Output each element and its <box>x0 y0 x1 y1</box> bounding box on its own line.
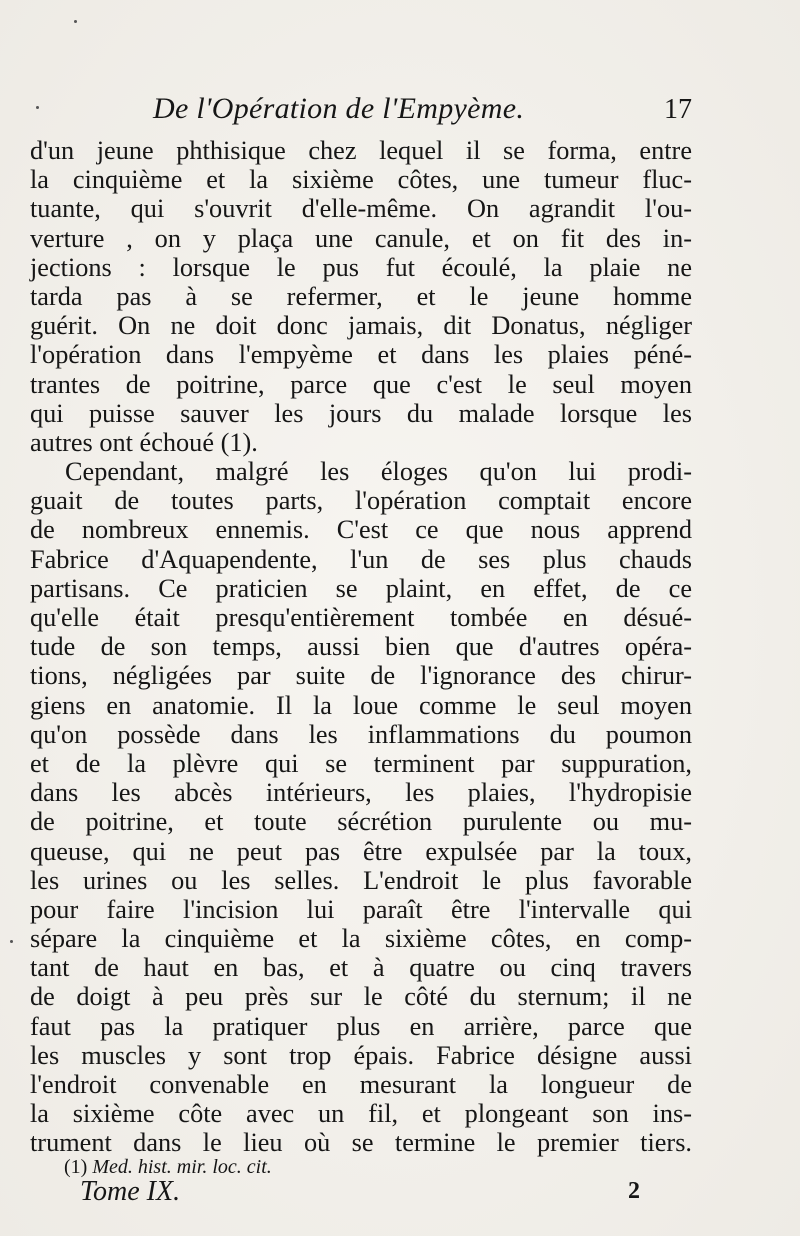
text-line: l'endroit convenable en mesurant la longueur de <box>30 1070 692 1099</box>
footnote-marker: (1) <box>64 1156 88 1178</box>
text-line: de nombreux ennemis. C'est ce que nous apprend <box>30 515 692 545</box>
volume-label: Tome IX. <box>80 1176 181 1207</box>
signature-mark: 2 <box>628 1178 640 1204</box>
text-line: dans les abcès intérieurs, les plaies, l'hydropisie <box>30 778 692 808</box>
page-header <box>40 92 692 132</box>
page-footer <box>80 1176 640 1216</box>
text-line: d'un jeune phthisique chez lequel il se forma, entre <box>30 136 692 165</box>
text-line: tuante, qui s'ouvrit d'elle-même. On agrandit l'ou- <box>30 194 692 224</box>
text-line: guait de toutes parts, l'opération comptait encore <box>30 486 692 516</box>
running-title: De l'Opération de l'Empyème. <box>153 92 525 125</box>
text-line: pour faire l'incision lui paraît être l'intervalle qui <box>30 894 692 924</box>
text-line: sépare la cinquième et la sixième côtes, en comp- <box>30 924 692 954</box>
text-line: guérit. On ne doit donc jamais, dit Donatus, négliger <box>30 311 692 341</box>
text-line: tions, négligées par suite de l'ignorance des chirur- <box>30 661 692 691</box>
text-line: de doigt à peu près sur le côté du sternum; il ne <box>30 982 692 1012</box>
text-line: et de la plèvre qui se terminent par suppuration, <box>30 748 692 778</box>
text-line: partisans. Ce praticien se plaint, en effet, de ce <box>30 573 692 603</box>
text-line: les urines ou les selles. L'endroit le plus favorable <box>30 865 692 895</box>
paper-speck <box>10 940 13 943</box>
text-line: tarda pas à se refermer, et le jeune homme <box>30 281 692 311</box>
body-text <box>30 136 692 1158</box>
text-line: tude de son temps, aussi bien que d'autres opéra- <box>30 632 692 662</box>
text-line: trument dans le lieu où se termine le premier tiers. <box>30 1128 692 1158</box>
paragraph-start-line: Cependant, malgré les éloges qu'on lui prodi- <box>65 457 692 487</box>
text-line: Fabrice d'Aquapendente, l'un de ses plus chauds <box>30 544 692 574</box>
text-line: faut pas la pratiquer plus en arrière, parce que <box>30 1011 692 1041</box>
text-line: qui puisse sauver les jours du malade lorsque les <box>30 398 692 428</box>
paper-speck <box>74 20 77 23</box>
text-line: la sixième côte avec un fil, et plongeant son ins- <box>30 1099 692 1129</box>
text-line: de poitrine, et toute sécrétion purulente ou mu- <box>30 807 692 837</box>
paper-speck <box>36 106 39 109</box>
text-line: qu'on possède dans les inflammations du poumon <box>30 719 692 749</box>
paragraph-end-line: autres ont échoué (1). <box>30 427 258 457</box>
text-line: les muscles y sont trop épais. Fabrice désigne aussi <box>30 1040 692 1070</box>
text-line: queuse, qui ne peut pas être expulsée par la toux, <box>30 836 692 866</box>
text-line: trantes de poitrine, parce que c'est le seul moyen <box>30 369 692 399</box>
text-line: tant de haut en bas, et à quatre ou cinq travers <box>30 953 692 983</box>
text-line: l'opération dans l'empyème et dans les plaies péné- <box>30 340 692 370</box>
text-line: giens en anatomie. Il la loue comme le seul moyen <box>30 690 692 720</box>
text-line: verture , on y plaça une canule, et on fit des in- <box>30 223 692 253</box>
text-line: jections : lorsque le pus fut écoulé, la plaie ne <box>30 252 692 282</box>
page-number: 17 <box>664 94 692 125</box>
footnote-reference: Med. hist. mir. loc. cit. <box>92 1156 272 1178</box>
text-line: qu'elle était presqu'entièrement tombée en désué- <box>30 603 692 632</box>
text-line: la cinquième et la sixième côtes, une tumeur fluc- <box>30 165 692 195</box>
